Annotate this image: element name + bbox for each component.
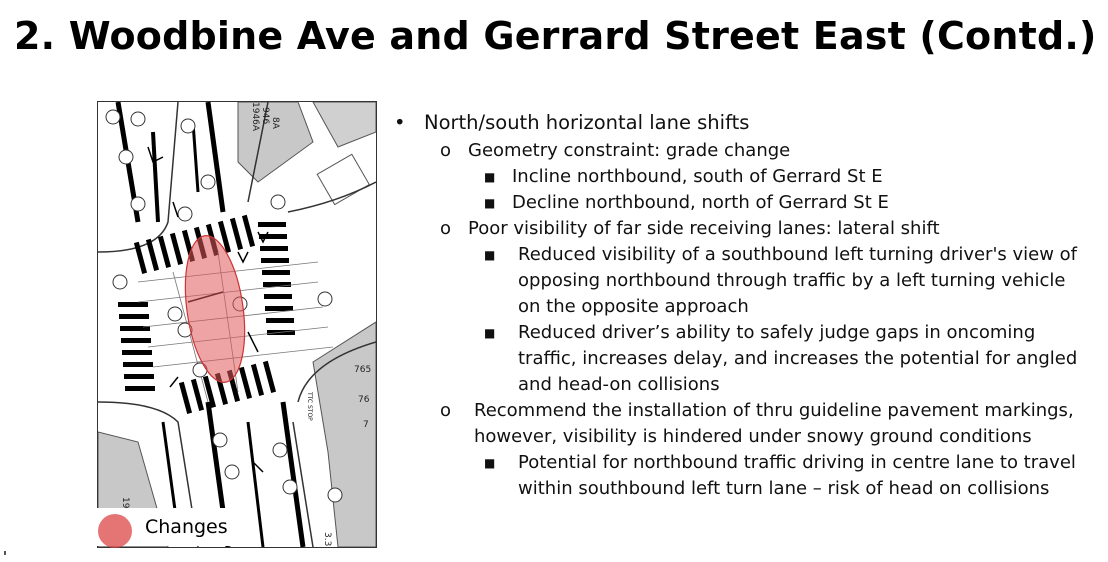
bullet-item: [392, 108, 1092, 138]
bullet-item: [392, 242, 1092, 320]
bullet-text: Decline northbound, north of Gerrard St E: [512, 192, 889, 213]
slide-edge-mark: [4, 551, 6, 555]
bullet-item: [392, 164, 1092, 190]
svg-text:1946A: 1946A: [250, 102, 260, 132]
svg-text:3.3: 3.3: [322, 532, 332, 547]
bullet-marker: o: [440, 400, 452, 421]
svg-text:76: 76: [358, 395, 370, 405]
bullet-text: Poor visibility of far side receiving lanes: lateral shift: [468, 218, 940, 239]
bullet-item: [392, 450, 1092, 502]
svg-text:7: 7: [363, 420, 369, 430]
legend-label: Changes: [145, 516, 228, 538]
bullet-text: Geometry constraint: grade change: [468, 140, 791, 161]
svg-text:765: 765: [354, 365, 372, 375]
bullet-item: [392, 398, 1092, 450]
building-block-se: [313, 322, 376, 547]
bullet-marker: ■: [484, 196, 496, 210]
svg-text:8A: 8A: [270, 117, 280, 129]
legend: [97, 508, 232, 546]
svg-text:19: 19: [120, 497, 130, 509]
bullet-marker: ■: [484, 170, 496, 184]
bullet-marker: ■: [484, 248, 496, 262]
slide-title: 2. Woodbine Ave and Gerrard Street East (Contd.): [14, 14, 1097, 58]
bullet-item: [392, 138, 1092, 164]
svg-text:TTC STOP: TTC STOP: [306, 392, 313, 421]
svg-text:946: 946: [260, 107, 270, 125]
bullet-item: [392, 190, 1092, 216]
legend-swatch: [98, 514, 132, 548]
bullet-marker: o: [440, 140, 452, 161]
building-block-ne: [238, 102, 313, 182]
bullet-marker: o: [440, 218, 452, 239]
bullet-list: [392, 108, 1092, 502]
intersection-diagram: [97, 101, 377, 548]
bullet-marker: ■: [484, 456, 496, 470]
bullet-text: Reduced driver’s ability to safely judge gaps in oncoming traffic, increases delay, and increases the potential for angled and head-on collisions: [518, 322, 1078, 395]
bullet-item: [392, 320, 1092, 398]
bullet-marker: ■: [484, 326, 496, 340]
bullet-text: Recommend the installation of thru guideline pavement markings, however, visibility is hindered under snowy ground conditions: [474, 400, 1074, 447]
bullet-text: Potential for northbound traffic driving in centre lane to travel within southbound left turn lane – risk of head on collisions: [518, 452, 1076, 499]
bullet-item: [392, 216, 1092, 242]
bullet-text: Reduced visibility of a southbound left turning driver's view of opposing northbound through traffic by a left turning vehicle on the opposite approach: [518, 244, 1078, 317]
bullet-text: Incline northbound, south of Gerrard St E: [512, 166, 883, 187]
bullet-marker: •: [394, 111, 406, 134]
crosswalk-east: [258, 222, 295, 335]
bullet-text: North/south horizontal lane shifts: [424, 111, 750, 134]
